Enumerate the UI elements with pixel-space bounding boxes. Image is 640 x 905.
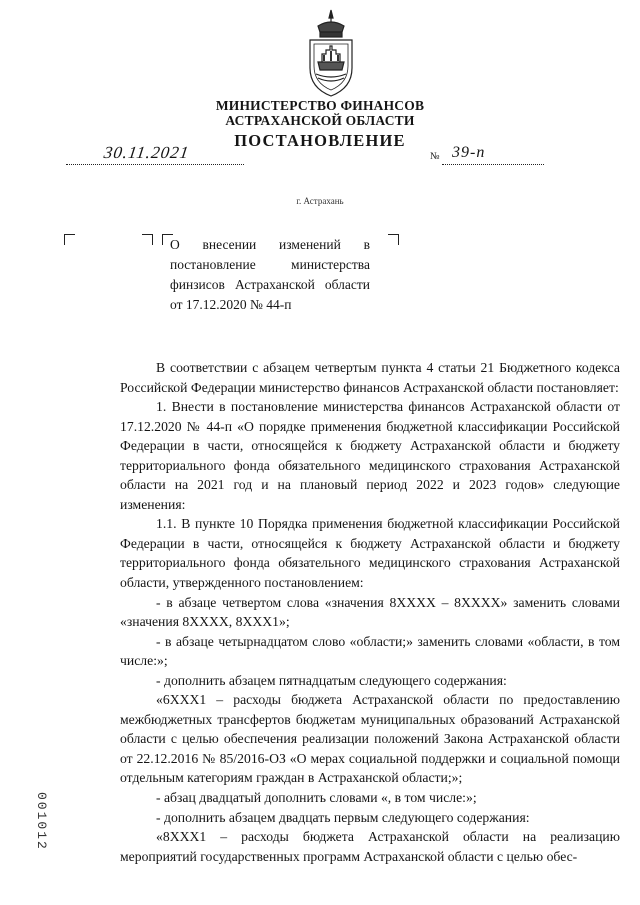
ministry-name-line1: МИНИСТЕРСТВО ФИНАНСОВ	[215, 98, 425, 113]
right-corner-bracket	[388, 234, 399, 245]
margin-stamp-number	[34, 792, 50, 852]
city-label: г. Астрахань	[296, 196, 344, 206]
date-underline	[66, 164, 244, 165]
document-subject: О внесении изменений в постановление министерства финзисов Астраханской области от 17.12.2020 № 44-п	[170, 237, 370, 312]
body-paragraph: - в абзаце четырнадцатом слово «области;» заменить словами «области, в том числе:»;	[120, 633, 620, 669]
body-paragraph: «8XXX1 – расходы бюджета Астраханской области на реализацию мероприятий государственных программ Астраханской области с целью обес-	[120, 829, 620, 864]
body-paragraph: 1.1. В пункте 10 Порядка применения бюджетной классификации Российской Федерации в части, относящейся к бюджету Астраханской области и бюджету территориального фонда обязательного медицинского страхования Астраханской области, утвержденного постановлением:	[120, 516, 620, 591]
coat-of-arms-emblem	[296, 8, 366, 100]
margin-stamp-text: 001012	[34, 792, 49, 851]
body-paragraph: «6XXX1 – расходы бюджета Астраханской области по предоставлению межбюджетных трансфертов бюджетам муниципальных образований Астраханской области с целью обеспечения реализации положений Закона Астраханской области от 22.12.2016 № 85/2016-ОЗ «О мерах социальной поддержки и социальной помощи отдельным категориям граждан в Астраханской области;»;	[120, 692, 620, 786]
number-underline	[442, 164, 544, 165]
middle-corner-bracket-left	[142, 234, 153, 245]
ministry-name-line2: АСТРАХАНСКОЙ ОБЛАСТИ	[225, 113, 415, 128]
document-body	[120, 358, 620, 866]
document-type-title: ПОСТАНОВЛЕНИЕ	[234, 131, 406, 150]
body-paragraph: - дополнить абзацем пятнадцатым следующего содержания:	[156, 672, 507, 688]
document-number: 39-п	[452, 144, 486, 161]
number-sign: №	[430, 151, 440, 162]
document-date: 30.11.2021	[102, 143, 191, 162]
body-paragraph: - дополнить абзацем двадцать первым следующего содержания:	[156, 809, 530, 825]
body-paragraph: - в абзаце четвертом слова «значения 8XXXX – 8XXXX» заменить словами «значения 8XXXX, 8XXX1»;	[120, 594, 620, 630]
body-paragraph: 1. Внести в постановление министерства финансов Астраханской области от 17.12.2020 № 44-п «О порядке применения бюджетной классификации Российской Федерации в части, относящейся к бюджету Астраханской области и бюджету территориального фонда обязательного медицинского страхования Астраханской области на 2021 год и на плановый период 2022 и 2023 годов» следующие изменения:	[120, 399, 620, 512]
body-paragraph: В соответствии с абзацем четвертым пункта 4 статьи 21 Бюджетного кодекса Российской Федерации министерство финансов Астраханской области постановляет:	[120, 360, 620, 395]
body-paragraph: - абзац двадцатый дополнить словами «, в том числе:»;	[156, 790, 477, 806]
left-corner-bracket	[64, 234, 75, 245]
